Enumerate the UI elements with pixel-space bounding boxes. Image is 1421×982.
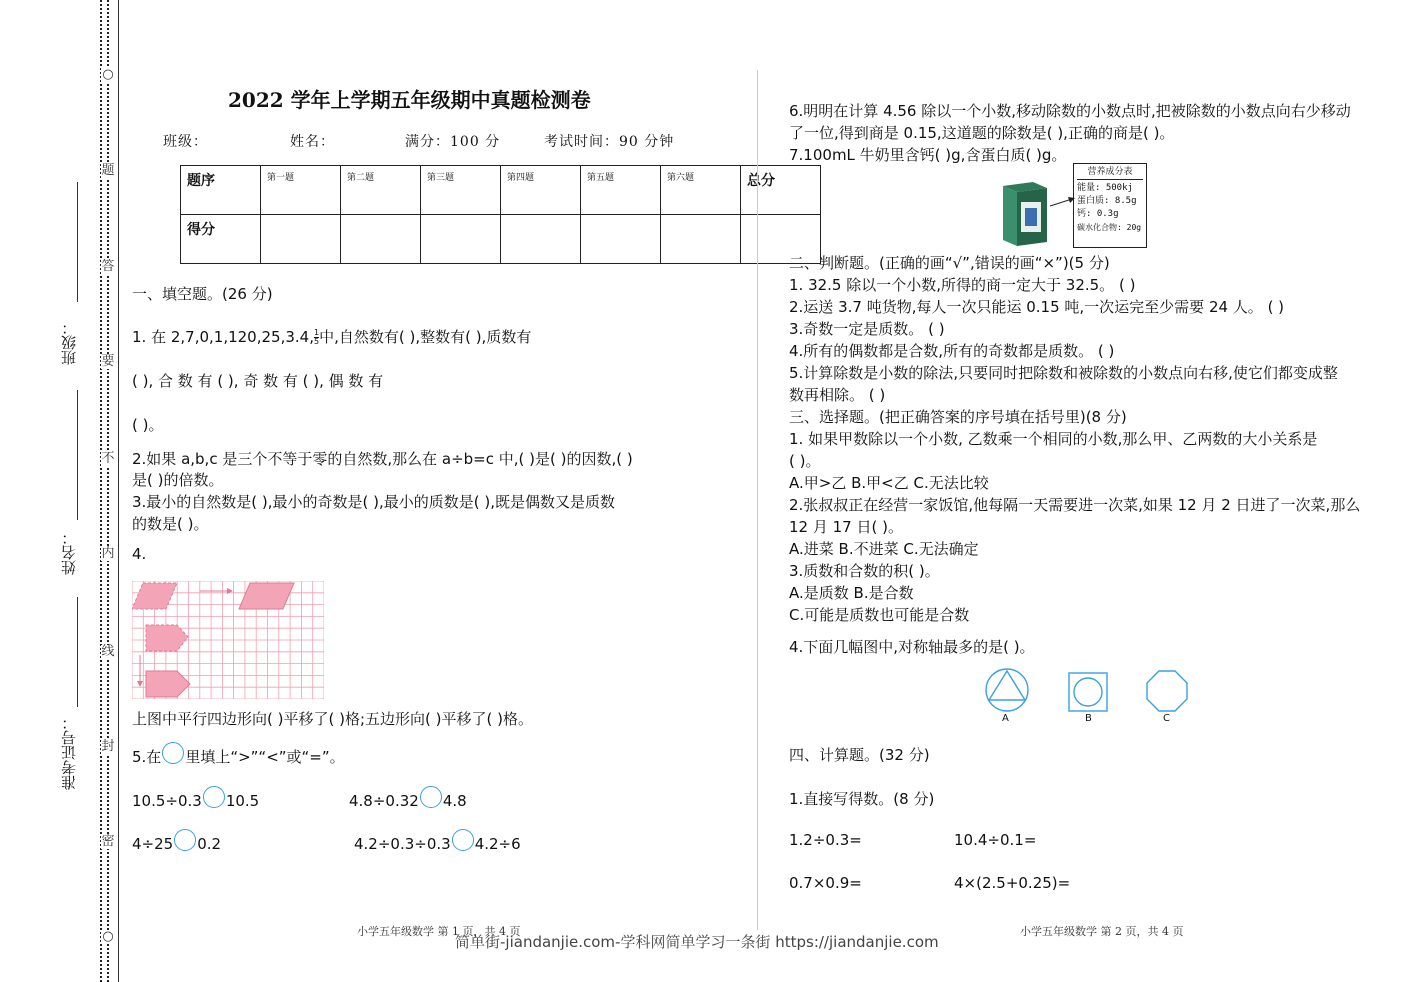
compare-left: 4.8÷0.32 xyxy=(349,792,419,810)
judge-5-line-1: 5.计算除数是小数的除法,只要同时把除数和被除数的小数点向右移,使它们都变成整 xyxy=(789,364,1338,382)
question-6-line-2: 了一位,得到商是 0.15,这道题的除数是( ),正确的商是( )。 xyxy=(789,124,1175,142)
choice-1-line-1: 1. 如果甲数除以一个小数, 乙数乘一个相同的小数,那么甲、乙两数的大小关系是 xyxy=(789,430,1318,448)
strip-char: 答 xyxy=(101,259,115,274)
question-3-line-2: 的数是( )。 xyxy=(132,515,209,533)
question-1-text-a: 1. 在 2,7,0,1,120,25,3.4, xyxy=(132,328,314,346)
name-underline xyxy=(77,390,78,520)
square-circle-figure xyxy=(1067,671,1109,713)
name-label: 姓名： xyxy=(60,530,78,575)
compare-item xyxy=(132,829,221,853)
compare-left: 4.2÷0.3÷0.3 xyxy=(354,835,451,853)
calc-item: 1.2÷0.3= xyxy=(789,831,862,849)
fraction-numerator: 1 xyxy=(313,328,320,337)
table-cell: 得分 xyxy=(181,215,261,264)
compare-left: 4÷25 xyxy=(132,835,174,853)
strip-char: ○ xyxy=(102,67,114,82)
judge-4: 4.所有的偶数都是合数,所有的奇数都是质数。 ( ) xyxy=(789,342,1115,360)
judge-2: 2.运送 3.7 吨货物,每人一次只能运 0.15 吨,一次运完至少需要 24 人。 ( ) xyxy=(789,298,1285,316)
question-1-line-2: ( ), 合 数 有 ( ), 奇 数 有 ( ), 偶 数 有 xyxy=(132,372,384,390)
table-row xyxy=(181,215,821,264)
exam-no-label: 准考证号： xyxy=(60,715,78,790)
judge-3: 3.奇数一定是质数。 ( ) xyxy=(789,320,945,338)
strip-char: 要 xyxy=(101,354,115,369)
calc-item: 10.4÷0.1= xyxy=(954,831,1037,849)
choice-4: 4.下面几幅图中,对称轴最多的是( )。 xyxy=(789,638,1035,656)
question-1-line-1 xyxy=(132,326,531,347)
strip-char: ○ xyxy=(102,929,114,944)
nutrition-row: 蛋白质: 8.5g xyxy=(1077,196,1137,206)
answer-circle-icon[interactable] xyxy=(162,742,184,764)
section-1-heading: 一、填空题。(26 分) xyxy=(132,285,273,303)
exam-no-underline xyxy=(77,597,78,707)
table-cell: 总分 xyxy=(741,166,821,215)
score-input-cell[interactable] xyxy=(501,215,581,264)
question-4-label: 4. xyxy=(132,545,147,563)
question-2-line-1: 2.如果 a,b,c 是三个不等于零的自然数,那么在 a÷b=c 中,( )是( )的因数,( ) xyxy=(132,450,633,468)
strip-char: 密 xyxy=(101,834,115,849)
milk-carton-image xyxy=(997,180,1049,248)
question-6-line-1: 6.明明在计算 4.56 除以一个小数,移动除数的小数点时,把被除数的小数点向右少移动 xyxy=(789,102,1351,120)
calc-subheading: 1.直接写得数。(8 分) xyxy=(789,790,935,808)
nutrition-row: 碳水化合物: 20g xyxy=(1077,223,1142,232)
table-cell: 第一题 xyxy=(261,166,341,215)
question-1-text-b: 中,自然数有( ),整数有( ),质数有 xyxy=(319,328,532,346)
table-cell: 第六题 xyxy=(661,166,741,215)
compare-right: 4.2÷6 xyxy=(474,835,521,853)
question-1-line-3: ( )。 xyxy=(132,416,164,434)
section-4-heading: 四、计算题。(32 分) xyxy=(789,746,930,764)
info-full-score: 满分：100 分 xyxy=(405,134,501,150)
table-cell: 题序 xyxy=(181,166,261,215)
question-2-line-2: 是( )的倍数。 xyxy=(132,471,224,489)
score-input-cell[interactable] xyxy=(421,215,501,264)
question-3-line-1: 3.最小的自然数是( ),最小的奇数是( ),最小的质数是( ),既是偶数又是质数 xyxy=(132,493,616,511)
page-title: 2022 学年上学期五年级期中真题检测卷 xyxy=(228,88,591,112)
choice-3-option-c: C.可能是质数也可能是合数 xyxy=(789,606,970,624)
question-5-text-a: 5.在 xyxy=(132,748,162,766)
page-divider xyxy=(757,70,758,930)
choice-2-options: A.进菜 B.不进菜 C.无法确定 xyxy=(789,540,979,558)
compare-item xyxy=(354,829,521,853)
score-table xyxy=(180,165,821,264)
class-underline xyxy=(77,182,78,302)
choice-2-line-2: 12 月 17 日( )。 xyxy=(789,518,903,536)
right-footer: 小学五年级数学 第 2 页，共 4 页 xyxy=(1020,925,1184,938)
compare-item xyxy=(132,786,259,810)
table-cell: 第五题 xyxy=(581,166,661,215)
fraction-denominator: 5 xyxy=(313,337,320,346)
nutrition-title: 营养成分表 xyxy=(1077,166,1143,180)
score-input-cell[interactable] xyxy=(581,215,661,264)
info-exam-time: 考试时间：90 分钟 xyxy=(544,134,675,150)
binding-solid-line xyxy=(118,0,119,982)
octagon-figure xyxy=(1145,669,1189,713)
info-name: 姓名： xyxy=(290,134,335,150)
question-7: 7.100mL 牛奶里含钙( )g,含蛋白质( )g。 xyxy=(789,146,1067,164)
question-5-text-b: 里填上“>”“<”或“=”。 xyxy=(185,748,345,766)
nutrition-table xyxy=(1073,163,1147,248)
table-cell: 第二题 xyxy=(341,166,421,215)
choice-3-options: A.是质数 B.是合数 xyxy=(789,584,914,602)
translation-grid-figure xyxy=(132,581,324,699)
strip-char: 不 xyxy=(101,451,115,466)
choice-1-line-2: ( )。 xyxy=(789,452,821,470)
strip-char: 题 xyxy=(101,163,115,178)
score-input-cell[interactable] xyxy=(661,215,741,264)
figure-label-c: C xyxy=(1163,713,1170,724)
question-5-line xyxy=(132,742,345,767)
figure-label-a: A xyxy=(1002,713,1009,724)
table-cell: 第三题 xyxy=(421,166,501,215)
calc-item: 4×(2.5+0.25)= xyxy=(954,874,1071,892)
calc-item: 0.7×0.9= xyxy=(789,874,862,892)
watermark: 简单街-jiandanjie.com-学科网简单学习一条街 https://jiandanjie.com xyxy=(455,933,939,951)
judge-1: 1. 32.5 除以一个小数,所得的商一定大于 32.5。 ( ) xyxy=(789,276,1136,294)
strip-char: 线 xyxy=(101,644,115,659)
circle-triangle-figure xyxy=(984,667,1030,713)
strip-char: 内 xyxy=(101,546,115,561)
question-4-text: 上图中平行四边形向( )平移了( )格;五边形向( )平移了( )格。 xyxy=(132,710,533,728)
nutrition-row: 钙: 0.3g xyxy=(1077,209,1119,219)
class-label: 班级： xyxy=(60,320,78,365)
choice-2-line-1: 2.张叔叔正在经营一家饭馆,他每隔一天需要进一次菜,如果 12 月 2 日进了一次菜,那么 xyxy=(789,496,1361,514)
judge-5-line-2: 数再相除。 ( ) xyxy=(789,386,886,404)
section-2-heading: 二、判断题。(正确的画“√”,错误的画“×”)(5 分) xyxy=(789,254,1110,272)
table-row xyxy=(181,166,821,215)
answer-circle-icon[interactable] xyxy=(420,786,442,808)
info-class: 班级： xyxy=(163,134,208,150)
score-input-cell[interactable] xyxy=(341,215,421,264)
choice-3: 3.质数和合数的积( )。 xyxy=(789,562,940,580)
compare-left: 10.5÷0.3 xyxy=(132,792,202,810)
compare-right: 4.8 xyxy=(442,792,467,810)
compare-right: 0.2 xyxy=(197,835,222,853)
score-input-cell[interactable] xyxy=(261,215,341,264)
section-3-heading: 三、选择题。(把正确答案的序号填在括号里)(8 分) xyxy=(789,408,1127,426)
answer-circle-icon[interactable] xyxy=(452,829,474,851)
left-footer: 小学五年级数学 第 1 页，共 4 页 xyxy=(357,925,521,938)
compare-right: 10.5 xyxy=(225,792,260,810)
answer-circle-icon[interactable] xyxy=(203,786,225,808)
figure-label-b: B xyxy=(1085,713,1092,724)
compare-item xyxy=(349,786,467,810)
strip-char: 封 xyxy=(101,739,115,754)
nutrition-row: 能量: 500kj xyxy=(1077,183,1133,193)
answer-circle-icon[interactable] xyxy=(174,829,196,851)
choice-1-options: A.甲>乙 B.甲<乙 C.无法比较 xyxy=(789,474,989,492)
table-cell: 第四题 xyxy=(501,166,581,215)
